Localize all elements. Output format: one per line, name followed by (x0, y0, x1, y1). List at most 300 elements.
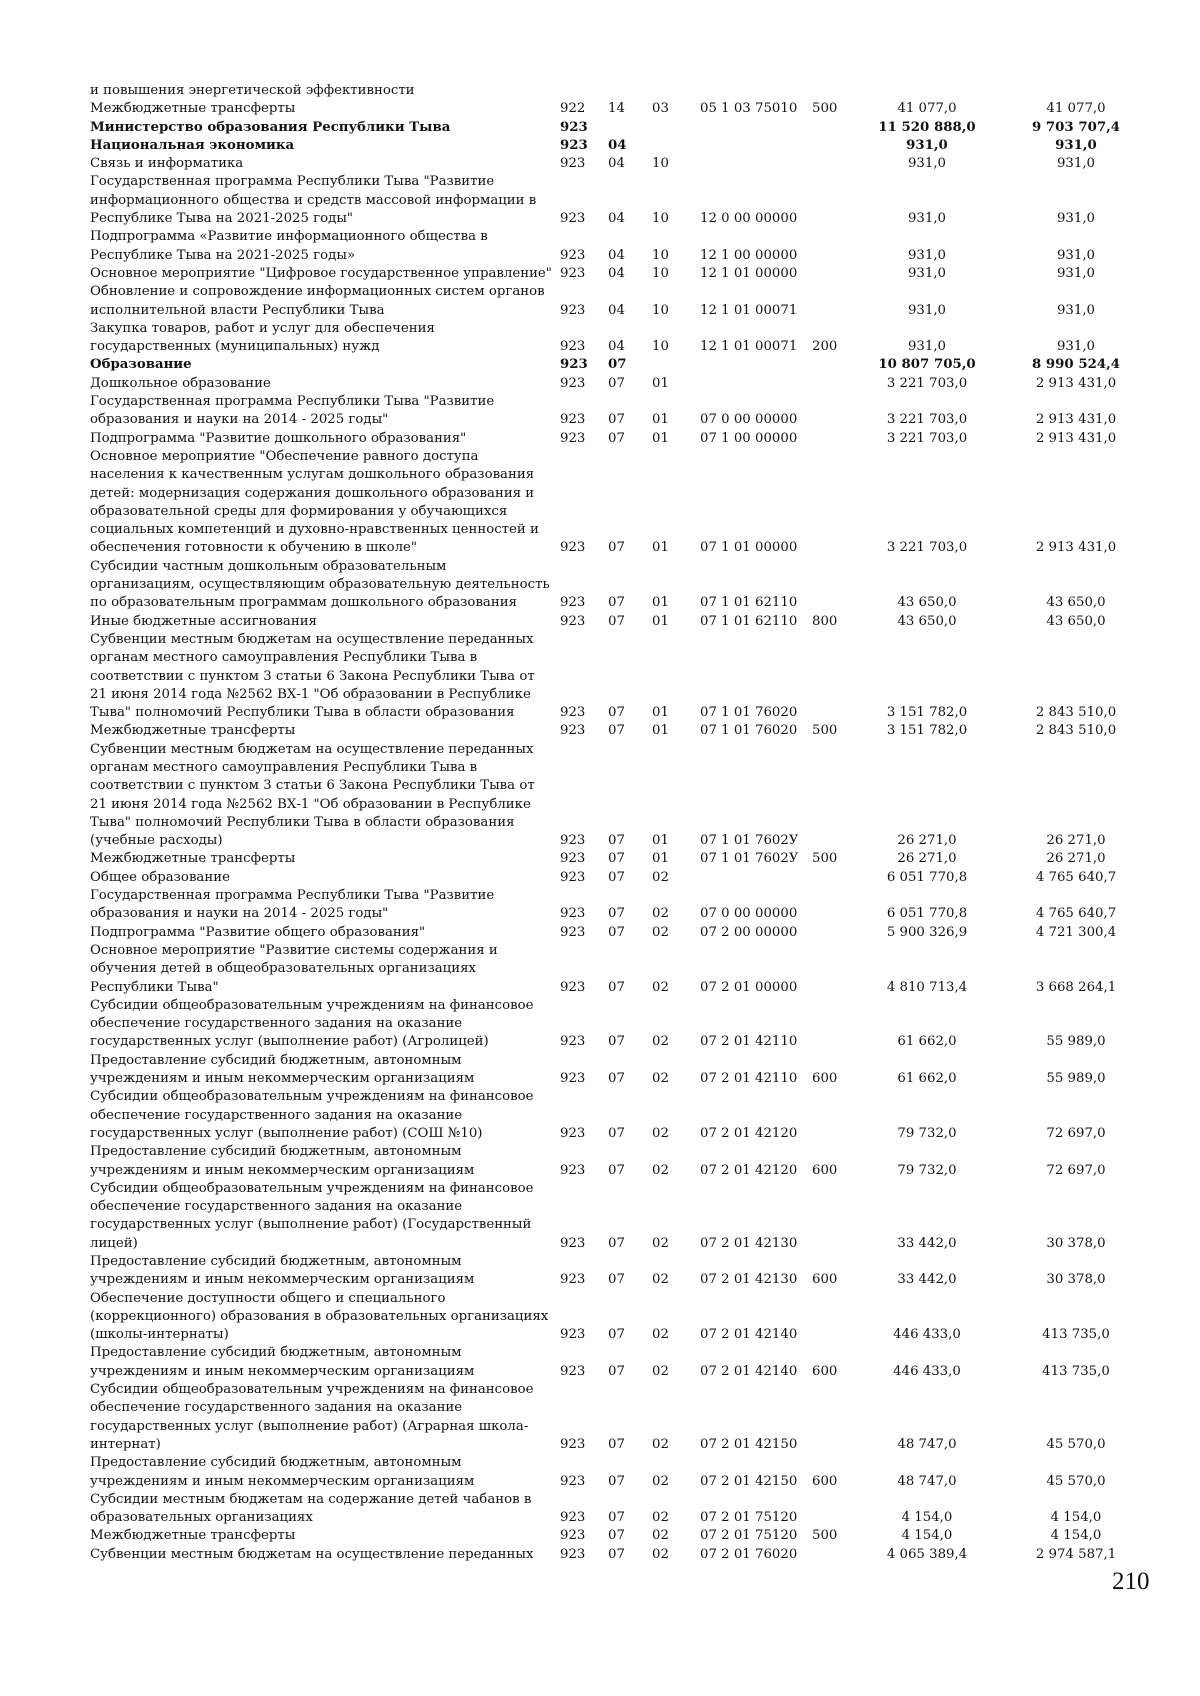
col-target-article (700, 82, 812, 100)
table-row (90, 722, 1150, 740)
col-section: 07 (608, 1125, 625, 1141)
col-subsection (652, 356, 700, 374)
col-subsection: 01 (652, 833, 669, 849)
col-amount-year-2: 2 913 431,0 (1035, 375, 1117, 391)
col-subsection: 10 (652, 339, 669, 355)
table-row (90, 1381, 1150, 1454)
col-section: 07 (608, 1546, 625, 1562)
col-section: 04 (608, 211, 625, 227)
table-row (90, 1344, 1150, 1381)
col-amount-year-1: 33 442,0 (897, 1235, 957, 1251)
row-name: Дошкольное образование (90, 375, 271, 391)
col-target-article: 07 2 01 75120 (700, 1528, 798, 1544)
col-expense-type (812, 137, 852, 155)
col-ministry-code: 923 (560, 851, 586, 867)
col-ministry-code: 923 (560, 265, 586, 281)
col-expense-type: 500 (812, 1528, 838, 1544)
col-amount-year-1 (852, 82, 1002, 100)
row-name: Обновление и сопровождение информационных систем органов исполнительной власти Республики Тыва (90, 284, 545, 318)
col-amount-year-1: 931,0 (907, 302, 947, 318)
col-target-article: 12 1 01 00071 (700, 302, 798, 318)
col-section (608, 119, 652, 137)
col-subsection: 01 (652, 613, 669, 629)
col-expense-type (812, 942, 852, 997)
col-section: 04 (608, 247, 625, 263)
table-row (90, 137, 1150, 155)
col-subsection: 02 (652, 1235, 669, 1251)
col-amount-year-2: 8 990 524,4 (1032, 357, 1120, 373)
col-expense-type (812, 265, 852, 283)
col-ministry-code (560, 82, 608, 100)
table-row (90, 924, 1150, 942)
col-expense-type (812, 430, 852, 448)
col-ministry-code: 923 (560, 906, 586, 922)
col-ministry-code: 923 (560, 137, 588, 153)
col-target-article: 07 2 01 42120 (700, 1125, 798, 1141)
col-expense-type: 500 (812, 851, 838, 867)
col-target-article: 07 2 01 76020 (700, 1546, 798, 1562)
col-ministry-code: 923 (560, 924, 586, 940)
row-name: Основное мероприятие "Обеспечение равного доступа населения к качественным услугам дошкольного образования детей: модернизация содержания дошкольного образования и образовательной среды для формирования у обучающихся социальных компетенций и духовно-нравственных ценностей и обеспечения готовности к обучению в школе" (90, 448, 539, 556)
col-target-article: 12 1 00 00000 (700, 247, 798, 263)
row-name: Предоставление субсидий бюджетным, автономным учреждениям и иным некоммерческим организациям (90, 1455, 475, 1489)
col-subsection (652, 119, 700, 137)
row-name: Субсидии частным дошкольным образовательным организациям, осуществляющим образовательную деятельность по образовательным программам дошкольного образования (90, 558, 550, 611)
col-subsection (652, 82, 700, 100)
table-row (90, 1143, 1150, 1180)
col-section: 07 (608, 1473, 625, 1489)
budget-table (90, 82, 1150, 1564)
col-ministry-code: 923 (560, 979, 586, 995)
col-section: 07 (608, 705, 625, 721)
col-target-article: 07 2 01 42110 (700, 1034, 798, 1050)
col-amount-year-1: 3 221 703,0 (886, 430, 968, 446)
col-amount-year-2: 45 570,0 (1046, 1473, 1106, 1489)
col-amount-year-2: 4 721 300,4 (1035, 924, 1117, 940)
row-name: Государственная программа Республики Тыва "Развитие информационного общества и средств массовой информации в Республике Тыва на 2021-2025 годы" (90, 174, 537, 227)
col-section: 04 (608, 137, 627, 153)
col-ministry-code: 923 (560, 430, 586, 446)
col-ministry-code: 923 (560, 1235, 586, 1251)
col-ministry-code: 923 (560, 302, 586, 318)
col-section: 04 (608, 265, 625, 281)
row-name: Субсидии общеобразовательным учреждениям на финансовое обеспечение государственного задания на оказание государственных услуг (выполнение работ) (Агролицей) (90, 997, 534, 1050)
col-target-article: 07 1 01 76020 (700, 723, 798, 739)
col-subsection: 01 (652, 705, 669, 721)
row-name: Предоставление субсидий бюджетным, автономным учреждениям и иным некоммерческим организациям (90, 1052, 475, 1087)
row-name: Субвенции местным бюджетам на осуществление переданных (90, 1546, 534, 1562)
row-name: Субсидии общеобразовательным учреждениям на финансовое обеспечение государственного задания на оказание государственных услуг (выполнение работ) (Аграрная школа-интернат) (90, 1382, 534, 1452)
col-subsection: 02 (652, 1162, 669, 1178)
col-section: 07 (608, 1510, 625, 1526)
row-name: Субвенции местным бюджетам на осуществление переданных органам местного самоуправления Республики Тыва в соответствии с пунктом 3 статьи 6 Закона Республики Тыва от 21 июня 2014 года №2562 ВХ-1 "Об образовании в Республике Тыва" полномочий Республики Тыва в области образования (90, 631, 535, 721)
col-amount-year-1: 4 154,0 (901, 1528, 953, 1544)
col-target-article (700, 375, 812, 393)
row-name: Закупка товаров, работ и услуг для обеспечения государственных (муниципальных) нужд (90, 320, 435, 355)
row-name: Иные бюджетные ассигнования (90, 613, 317, 629)
col-amount-year-2: 41 077,0 (1046, 101, 1106, 117)
table-row (90, 997, 1150, 1052)
col-section: 14 (608, 101, 625, 117)
col-amount-year-2: 931,0 (1055, 137, 1097, 153)
row-name: Связь и информатика (90, 156, 244, 172)
col-amount-year-1: 11 520 888,0 (878, 119, 976, 135)
col-amount-year-2: 55 989,0 (1046, 1071, 1106, 1087)
col-target-article: 07 2 01 42140 (700, 1363, 798, 1379)
col-ministry-code: 923 (560, 1071, 586, 1087)
col-amount-year-2: 4 154,0 (1050, 1510, 1102, 1526)
table-row (90, 631, 1150, 722)
col-target-article: 07 2 01 75120 (700, 1510, 798, 1526)
col-amount-year-1: 33 442,0 (897, 1272, 957, 1288)
col-target-article: 07 1 01 62110 (700, 613, 798, 629)
col-amount-year-1: 79 732,0 (897, 1162, 957, 1178)
col-ministry-code: 923 (560, 247, 586, 263)
col-amount-year-2: 4 765 640,7 (1035, 869, 1117, 885)
col-subsection: 01 (652, 540, 669, 556)
col-amount-year-2: 2 843 510,0 (1035, 705, 1117, 721)
col-amount-year-2: 931,0 (1056, 247, 1096, 263)
col-section: 04 (608, 339, 625, 355)
col-ministry-code: 923 (560, 119, 588, 135)
row-name: Подпрограмма "Развитие дошкольного образования" (90, 430, 467, 446)
col-expense-type (812, 375, 852, 393)
col-amount-year-2: 931,0 (1056, 156, 1096, 172)
col-subsection: 01 (652, 375, 669, 391)
col-subsection: 02 (652, 869, 669, 885)
col-target-article (700, 155, 812, 173)
col-amount-year-2: 4 765 640,7 (1035, 906, 1117, 922)
table-row (90, 228, 1150, 265)
col-subsection: 02 (652, 979, 669, 995)
table-row (90, 100, 1150, 118)
col-expense-type: 500 (812, 101, 838, 117)
col-ministry-code: 923 (560, 1528, 586, 1544)
col-amount-year-1: 61 662,0 (897, 1071, 957, 1087)
row-name: Субсидии общеобразовательным учреждениям на финансовое обеспечение государственного задания на оказание государственных услуг (выполнение работ) (СОШ №10) (90, 1089, 534, 1141)
col-target-article: 07 2 01 42120 (700, 1162, 798, 1178)
col-section: 07 (608, 540, 625, 556)
col-ministry-code: 923 (560, 1436, 586, 1452)
col-amount-year-2: 413 735,0 (1042, 1363, 1110, 1379)
col-subsection: 10 (652, 247, 669, 263)
col-ministry-code: 922 (560, 101, 586, 117)
row-name: Основное мероприятие "Развитие системы содержания и обучения детей в общеобразовательных организациях Республики Тыва" (90, 942, 498, 995)
col-target-article: 07 0 00 00000 (700, 906, 798, 922)
col-subsection: 02 (652, 1546, 669, 1562)
col-subsection: 02 (652, 1473, 669, 1489)
col-subsection: 02 (652, 1528, 669, 1544)
col-expense-type (812, 1180, 852, 1253)
col-expense-type (812, 393, 852, 430)
col-amount-year-1: 931,0 (907, 339, 947, 355)
col-expense-type (812, 1491, 852, 1528)
col-amount-year-2: 72 697,0 (1046, 1162, 1106, 1178)
col-amount-year-1: 10 807 705,0 (878, 357, 976, 373)
col-expense-type (812, 119, 852, 137)
table-row (90, 119, 1150, 137)
table-row (90, 82, 1150, 100)
col-target-article (700, 356, 812, 374)
page-number: 210 (1112, 1568, 1150, 1595)
col-section: 07 (608, 1363, 625, 1379)
table-row (90, 283, 1150, 320)
col-expense-type (812, 1546, 852, 1564)
col-ministry-code: 923 (560, 412, 586, 428)
col-amount-year-1: 4 065 389,4 (886, 1546, 968, 1562)
col-expense-type: 500 (812, 723, 838, 739)
col-section: 07 (608, 1071, 625, 1087)
col-amount-year-1: 48 747,0 (897, 1473, 957, 1489)
row-name: Национальная экономика (90, 137, 295, 153)
table-row (90, 613, 1150, 631)
col-ministry-code: 923 (560, 1034, 586, 1050)
col-expense-type (812, 1381, 852, 1454)
col-amount-year-1: 3 221 703,0 (886, 412, 968, 428)
col-expense-type: 800 (812, 613, 838, 629)
col-section: 07 (608, 1436, 625, 1452)
col-expense-type (812, 155, 852, 173)
col-expense-type (812, 228, 852, 265)
col-amount-year-1: 4 810 713,4 (886, 979, 968, 995)
col-amount-year-2: 43 650,0 (1046, 595, 1106, 611)
col-amount-year-2: 72 697,0 (1046, 1125, 1106, 1141)
table-row (90, 265, 1150, 283)
col-target-article: 12 1 01 00000 (700, 265, 798, 281)
row-name: Субвенции местным бюджетам на осуществление переданных органам местного самоуправления Республики Тыва в соответствии с пунктом 3 статьи 6 Закона Республики Тыва от 21 июня 2014 года №2562 ВХ-1 "Об образовании в Республике Тыва" полномочий Республики Тыва в области образования (учебные расходы) (90, 741, 535, 849)
col-subsection: 03 (652, 101, 669, 117)
col-amount-year-1: 48 747,0 (897, 1436, 957, 1452)
table-row (90, 1088, 1150, 1143)
col-amount-year-1: 3 221 703,0 (886, 540, 968, 556)
col-subsection: 10 (652, 156, 669, 172)
row-name: и повышения энергетической эффективности (90, 83, 415, 98)
col-amount-year-1: 3 151 782,0 (886, 705, 968, 721)
col-ministry-code: 923 (560, 1327, 586, 1343)
col-amount-year-1: 43 650,0 (897, 613, 957, 629)
col-amount-year-2: 55 989,0 (1046, 1034, 1106, 1050)
col-amount-year-1: 3 151 782,0 (886, 723, 968, 739)
col-subsection (652, 137, 700, 155)
table-row (90, 375, 1150, 393)
col-expense-type (812, 356, 852, 374)
col-target-article: 07 0 00 00000 (700, 412, 798, 428)
col-subsection: 10 (652, 211, 669, 227)
col-ministry-code: 923 (560, 833, 586, 849)
col-amount-year-2: 931,0 (1056, 265, 1096, 281)
col-ministry-code: 923 (560, 357, 588, 373)
col-amount-year-2 (1002, 82, 1150, 100)
table-row (90, 741, 1150, 851)
col-subsection: 10 (652, 302, 669, 318)
col-expense-type (812, 924, 852, 942)
col-expense-type: 600 (812, 1162, 838, 1178)
col-expense-type (812, 887, 852, 924)
col-target-article (700, 137, 812, 155)
table-row (90, 430, 1150, 448)
col-section: 07 (608, 906, 625, 922)
table-row (90, 1546, 1150, 1564)
col-subsection: 02 (652, 1363, 669, 1379)
table-row (90, 1052, 1150, 1089)
col-target-article: 07 2 01 42130 (700, 1235, 798, 1251)
col-section: 07 (608, 1272, 625, 1288)
table-row (90, 1527, 1150, 1545)
col-section: 07 (608, 357, 627, 373)
col-amount-year-1: 931,0 (906, 137, 948, 153)
table-row (90, 173, 1150, 228)
col-amount-year-2: 9 703 707,4 (1032, 119, 1120, 135)
col-amount-year-2: 413 735,0 (1042, 1327, 1110, 1343)
col-target-article (700, 869, 812, 887)
col-target-article: 07 2 01 42150 (700, 1436, 798, 1452)
col-ministry-code: 923 (560, 375, 586, 391)
col-amount-year-1: 446 433,0 (893, 1327, 961, 1343)
col-ministry-code: 923 (560, 211, 586, 227)
col-section: 07 (608, 1327, 625, 1343)
table-row (90, 558, 1150, 613)
col-amount-year-1: 26 271,0 (897, 851, 957, 867)
col-target-article: 12 1 01 00071 (700, 339, 798, 355)
col-ministry-code: 923 (560, 1363, 586, 1379)
col-amount-year-1: 931,0 (907, 265, 947, 281)
budget-table-sheet (90, 82, 1150, 1564)
col-amount-year-2: 45 570,0 (1046, 1436, 1106, 1452)
col-expense-type (812, 1290, 852, 1345)
col-amount-year-1: 26 271,0 (897, 833, 957, 849)
col-expense-type (812, 631, 852, 722)
col-section: 04 (608, 156, 625, 172)
table-row (90, 1180, 1150, 1253)
col-subsection: 02 (652, 906, 669, 922)
row-name: Межбюджетные трансферты (90, 723, 296, 739)
col-target-article: 05 1 03 75010 (700, 101, 798, 117)
table-row (90, 155, 1150, 173)
col-amount-year-2: 931,0 (1056, 302, 1096, 318)
row-name: Субсидии местным бюджетам на содержание детей чабанов в образовательных организациях (90, 1491, 532, 1526)
col-subsection: 02 (652, 924, 669, 940)
row-name: Субсидии общеобразовательным учреждениям на финансовое обеспечение государственного задания на оказание государственных услуг (выполнение работ) (Государственный лицей) (90, 1180, 534, 1251)
col-target-article: 07 2 01 42140 (700, 1327, 798, 1343)
col-amount-year-1: 4 154,0 (901, 1510, 953, 1526)
col-amount-year-1: 6 051 770,8 (886, 906, 968, 922)
col-section: 04 (608, 302, 625, 318)
col-target-article (700, 119, 812, 137)
row-name: Подпрограмма «Развитие информационного общества в Республике Тыва на 2021-2025 годы» (90, 229, 488, 263)
table-row (90, 1491, 1150, 1528)
col-expense-type (812, 869, 852, 887)
table-row (90, 1454, 1150, 1491)
col-expense-type: 600 (812, 1363, 838, 1379)
col-amount-year-2: 931,0 (1056, 211, 1096, 227)
col-amount-year-2: 26 271,0 (1046, 833, 1106, 849)
col-target-article: 07 1 01 62110 (700, 595, 798, 611)
col-subsection: 02 (652, 1272, 669, 1288)
table-row (90, 850, 1150, 868)
col-target-article: 07 2 00 00000 (700, 924, 798, 940)
col-section: 07 (608, 723, 625, 739)
col-amount-year-1: 5 900 326,9 (886, 924, 968, 940)
col-amount-year-1: 43 650,0 (897, 595, 957, 611)
col-subsection: 10 (652, 265, 669, 281)
col-subsection: 02 (652, 1125, 669, 1141)
col-section: 07 (608, 613, 625, 629)
row-name: Обеспечение доступности общего и специального (коррекционного) образования в образовательных организациях (школы-интернаты) (90, 1290, 549, 1343)
col-amount-year-1: 3 221 703,0 (886, 375, 968, 391)
col-amount-year-1: 931,0 (907, 211, 947, 227)
col-expense-type (812, 997, 852, 1052)
col-expense-type (812, 558, 852, 613)
col-expense-type (812, 741, 852, 851)
col-target-article: 07 2 01 42130 (700, 1272, 798, 1288)
col-amount-year-2: 931,0 (1056, 339, 1096, 355)
col-expense-type (812, 283, 852, 320)
col-subsection: 02 (652, 1510, 669, 1526)
col-subsection: 02 (652, 1071, 669, 1087)
col-amount-year-1: 41 077,0 (897, 101, 957, 117)
col-amount-year-2: 3 668 264,1 (1035, 979, 1117, 995)
col-expense-type: 600 (812, 1071, 838, 1087)
col-ministry-code: 923 (560, 339, 586, 355)
col-ministry-code: 923 (560, 613, 586, 629)
col-ministry-code: 923 (560, 1473, 586, 1489)
col-target-article: 07 2 01 00000 (700, 979, 798, 995)
row-name: Межбюджетные трансферты (90, 101, 296, 117)
col-ministry-code: 923 (560, 1546, 586, 1562)
col-section: 07 (608, 412, 625, 428)
row-name: Министерство образования Республики Тыва (90, 119, 451, 135)
col-ministry-code: 923 (560, 595, 586, 611)
col-amount-year-2: 43 650,0 (1046, 613, 1106, 629)
table-row (90, 356, 1150, 374)
col-section: 07 (608, 375, 625, 391)
col-expense-type: 200 (812, 339, 838, 355)
col-amount-year-2: 30 378,0 (1046, 1235, 1106, 1251)
col-amount-year-1: 931,0 (907, 247, 947, 263)
col-target-article: 12 0 00 00000 (700, 211, 798, 227)
col-amount-year-2: 2 843 510,0 (1035, 723, 1117, 739)
row-name: Общее образование (90, 869, 230, 885)
col-section: 07 (608, 924, 625, 940)
col-section (608, 82, 652, 100)
col-subsection: 02 (652, 1327, 669, 1343)
row-name: Межбюджетные трансферты (90, 1528, 296, 1544)
col-subsection: 02 (652, 1436, 669, 1452)
col-ministry-code: 923 (560, 869, 586, 885)
col-subsection: 01 (652, 412, 669, 428)
col-section: 07 (608, 1235, 625, 1251)
table-row (90, 448, 1150, 558)
col-subsection: 01 (652, 723, 669, 739)
col-expense-type (812, 1088, 852, 1143)
col-expense-type: 600 (812, 1473, 838, 1489)
col-amount-year-2: 2 913 431,0 (1035, 412, 1117, 428)
col-amount-year-2: 2 913 431,0 (1035, 430, 1117, 446)
row-name: Предоставление субсидий бюджетным, автономным учреждениям и иным некоммерческим организациям (90, 1345, 475, 1379)
table-row (90, 393, 1150, 430)
col-target-article: 07 1 01 00000 (700, 540, 798, 556)
table-row (90, 1290, 1150, 1345)
col-section: 07 (608, 595, 625, 611)
col-target-article: 07 2 01 42110 (700, 1071, 798, 1087)
col-subsection: 01 (652, 851, 669, 867)
col-target-article: 07 2 01 42150 (700, 1473, 798, 1489)
col-section: 07 (608, 833, 625, 849)
row-name: Образование (90, 357, 192, 373)
col-target-article: 07 1 00 00000 (700, 430, 798, 446)
col-amount-year-1: 931,0 (907, 156, 947, 172)
col-target-article: 07 1 01 7602У (700, 833, 799, 849)
